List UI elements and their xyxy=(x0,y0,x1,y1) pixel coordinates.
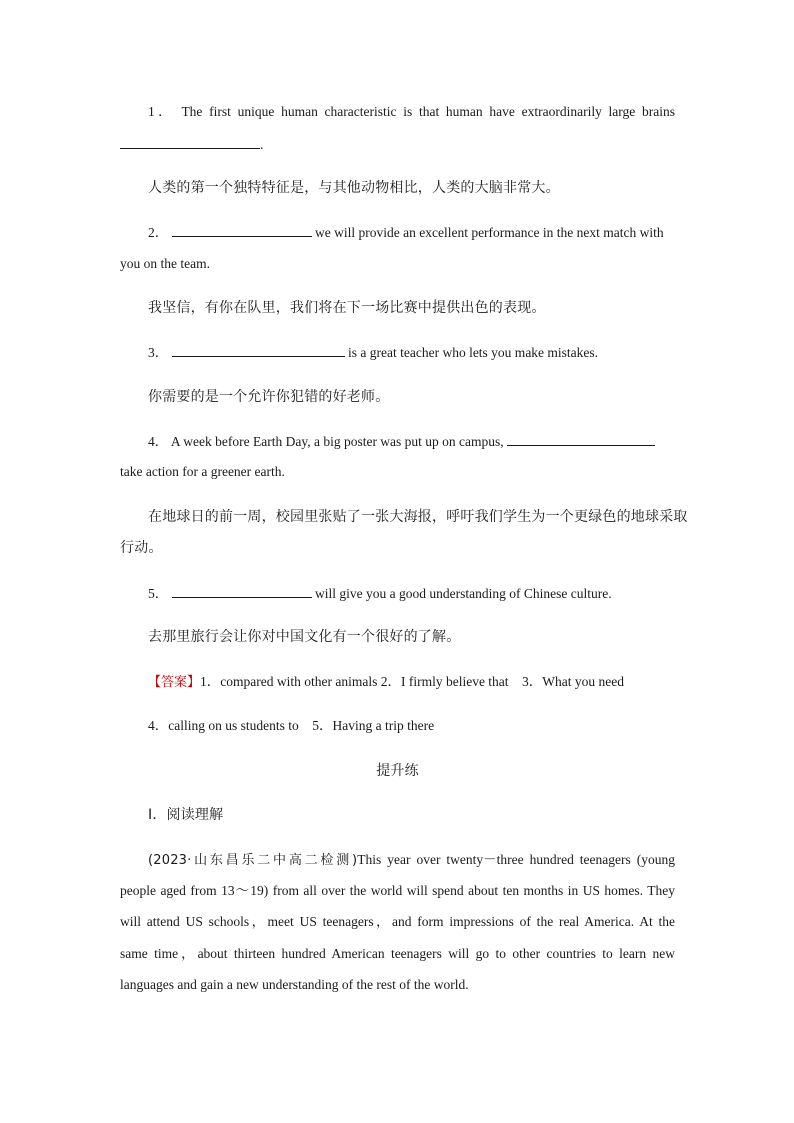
question-number: 4． xyxy=(148,434,169,449)
answer-line-1 xyxy=(148,672,675,693)
answer-line-2: 4．calling on us students to 5．Having a trip there xyxy=(148,718,435,733)
question-text: The first unique human characteristic is that human have extraordinarily large brains xyxy=(181,104,675,119)
question-text: will give you a good understanding of Chinese culture. xyxy=(315,586,612,601)
answer-tag: 【答案】 xyxy=(148,675,201,690)
question-number: 1． xyxy=(148,104,175,119)
passage-text: This year over twenty－three hundred teenagers (young xyxy=(357,852,675,867)
question-4 xyxy=(148,431,675,452)
answer-blank[interactable] xyxy=(507,431,655,446)
question-5-translation: 去那里旅行会让你对中国文化有一个很好的了解。 xyxy=(148,629,461,645)
passage-source: (2023·山东昌乐二中高二检测) xyxy=(148,853,358,868)
question-text: we will provide an excellent performance in the next match with xyxy=(315,225,664,240)
answer-text: 1．compared with other animals 2．I firmly believe that 3．What you need xyxy=(200,674,625,689)
question-3-translation: 你需要的是一个允许你犯错的好老师。 xyxy=(148,389,390,405)
question-text: A week before Earth Day, a big poster was put up on campus, xyxy=(170,434,504,449)
passage-line-1 xyxy=(148,850,675,871)
question-2-continuation: you on the team. xyxy=(120,256,210,271)
passage-line-2: people aged from 13～19) from all over the world will spend about ten months in US homes. They xyxy=(120,883,675,898)
question-1 xyxy=(148,102,675,122)
question-5 xyxy=(148,583,675,604)
question-number: 3． xyxy=(148,345,169,360)
question-1-blank-line xyxy=(120,134,675,155)
answer-blank[interactable] xyxy=(172,342,345,357)
passage-line-4: same time，about thirteen hundred American teenagers will go to other countries to learn new xyxy=(120,946,675,961)
section-title: 提升练 xyxy=(376,763,419,779)
question-4-translation-line-1: 在地球日的前一周，校园里张贴了一张大海报，呼吁我们学生为一个更绿色的地球采取 xyxy=(148,509,688,525)
question-2-translation: 我坚信，有你在队里，我们将在下一场比赛中提供出色的表现。 xyxy=(148,300,546,316)
question-4-translation-line-2: 行动。 xyxy=(120,540,163,556)
passage-line-3: will attend US schools，meet US teenagers，and form impressions of the real America. At the xyxy=(120,914,675,929)
answer-blank[interactable] xyxy=(120,134,260,149)
answer-blank[interactable] xyxy=(172,583,312,598)
part-heading: Ⅰ．阅读理解 xyxy=(148,807,224,823)
question-4-continuation: take action for a greener earth. xyxy=(120,464,285,479)
passage-line-5: languages and gain a new understanding of the rest of the world. xyxy=(120,977,469,992)
question-text: is a great teacher who lets you make mistakes. xyxy=(348,345,599,360)
question-number: 2． xyxy=(148,225,169,240)
question-3 xyxy=(148,342,675,363)
question-tail: . xyxy=(260,137,264,152)
question-number: 5． xyxy=(148,586,169,601)
question-2 xyxy=(148,222,675,243)
answer-blank[interactable] xyxy=(172,222,312,237)
question-1-translation: 人类的第一个独特特征是，与其他动物相比，人类的大脑非常大。 xyxy=(148,180,560,196)
